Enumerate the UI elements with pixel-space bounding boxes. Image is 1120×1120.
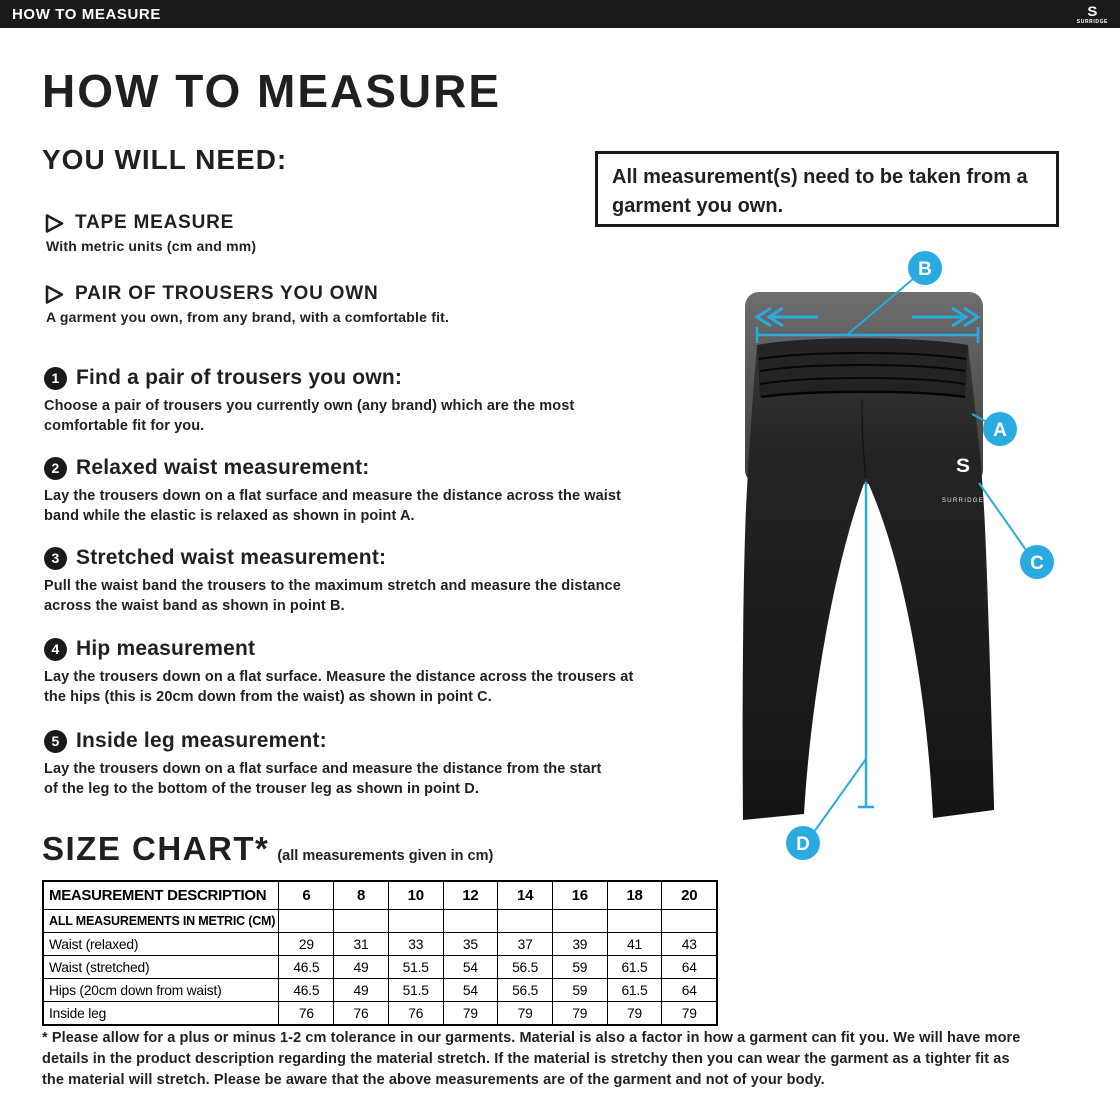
empty-cell <box>553 910 608 933</box>
step-title: Relaxed waist measurement: <box>76 456 370 479</box>
metric-label-cell: ALL MEASUREMENTS IN METRIC (CM) <box>43 910 279 933</box>
point-A-label: A <box>993 420 1007 441</box>
triangle-bullet-icon <box>44 284 65 305</box>
note-text: All measurement(s) need to be taken from a garment you own. <box>612 166 1028 217</box>
value-cell: 46.5 <box>279 956 334 979</box>
value-cell: 51.5 <box>388 979 443 1002</box>
table-header-row <box>43 881 717 910</box>
value-cell: 43 <box>662 933 717 956</box>
empty-cell <box>334 910 388 933</box>
triangle-bullet-icon <box>44 213 65 234</box>
value-cell: 39 <box>553 933 608 956</box>
table-row <box>43 1002 717 1026</box>
header-cell: 16 <box>553 881 608 910</box>
trousers-measurement-diagram <box>740 240 1070 890</box>
step-number-badge: 5 <box>44 730 67 753</box>
step-body: Lay the trousers down on a flat surface and measure the distance across the waist band while the elastic is relaxed as shown in point A. <box>44 488 621 525</box>
value-cell: 76 <box>334 1002 388 1026</box>
step-title: Stretched waist measurement: <box>76 546 387 569</box>
point-D-label: D <box>796 834 810 855</box>
header-cell: 10 <box>388 881 443 910</box>
point-B-label: B <box>918 259 932 280</box>
row-label-cell: Waist (stretched) <box>43 956 279 979</box>
step-number-badge: 1 <box>44 367 67 390</box>
header-cell: 20 <box>662 881 717 910</box>
value-cell: 59 <box>553 979 608 1002</box>
size-chart-title: SIZE CHART* <box>42 830 270 867</box>
value-cell: 59 <box>553 956 608 979</box>
need-item-title: TAPE MEASURE <box>75 212 235 233</box>
value-cell: 37 <box>498 933 553 956</box>
empty-cell <box>662 910 717 933</box>
surridge-brand-text: SURRIDGE <box>1076 19 1108 25</box>
leader-line-C <box>979 483 1026 550</box>
top-bar <box>0 0 1120 28</box>
size-chart-heading <box>42 830 493 868</box>
row-label-cell: Inside leg <box>43 1002 279 1026</box>
value-cell: 46.5 <box>279 979 334 1002</box>
value-cell: 54 <box>443 979 498 1002</box>
table-row <box>43 979 717 1002</box>
value-cell: 54 <box>443 956 498 979</box>
step-number-badge: 4 <box>44 638 67 661</box>
value-cell: 41 <box>607 933 662 956</box>
value-cell: 56.5 <box>498 979 553 1002</box>
header-cell: MEASUREMENT DESCRIPTION <box>43 881 279 910</box>
need-item-trousers <box>44 283 449 325</box>
need-item-subtitle: A garment you own, from any brand, with a comfortable fit. <box>46 309 450 325</box>
value-cell: 79 <box>662 1002 717 1026</box>
value-cell: 76 <box>388 1002 443 1026</box>
header-cell: 6 <box>279 881 334 910</box>
step-number-badge: 3 <box>44 547 67 570</box>
need-item-tape-measure <box>44 212 256 254</box>
empty-cell <box>443 910 498 933</box>
header-cell: 8 <box>334 881 388 910</box>
empty-cell <box>388 910 443 933</box>
need-item-subtitle: With metric units (cm and mm) <box>46 238 257 254</box>
value-cell: 49 <box>334 979 388 1002</box>
value-cell: 49 <box>334 956 388 979</box>
surridge-brand-text: SURRIDGE <box>941 497 985 504</box>
value-cell: 33 <box>388 933 443 956</box>
tolerance-footnote: * Please allow for a plus or minus 1-2 cm tolerance in our garments. Material is also a factor in how a garment can fit you. We will have more details in the product description regarding the material stretch. If the material is stretchy then you can wear the garment as a tighter fit as the material will stretch. Please be aware that the above measurements are of the garment and not of your body. <box>42 1030 1021 1089</box>
step-body: Lay the trousers down on a flat surface and measure the distance from the start of the leg to the bottom of the trouser leg as shown in point D. <box>44 761 602 798</box>
value-cell: 76 <box>279 1002 334 1026</box>
size-chart <box>42 880 718 1026</box>
surridge-logo <box>1077 4 1108 25</box>
step-number-badge: 2 <box>44 457 67 480</box>
header-cell: 18 <box>607 881 662 910</box>
step-5 <box>44 729 659 800</box>
leader-line-D <box>814 759 866 832</box>
step-body: Choose a pair of trousers you currently own (any brand) which are the most comfortable fit for you. <box>44 398 575 435</box>
surridge-s-icon: S <box>1087 3 1098 20</box>
top-bar-title: HOW TO MEASURE <box>12 5 161 23</box>
value-cell: 61.5 <box>607 979 662 1002</box>
value-cell: 79 <box>553 1002 608 1026</box>
value-cell: 51.5 <box>388 956 443 979</box>
surridge-s-icon: S <box>955 455 971 477</box>
step-3 <box>44 546 659 617</box>
row-label-cell: Hips (20cm down from waist) <box>43 979 279 1002</box>
value-cell: 64 <box>662 956 717 979</box>
empty-cell <box>498 910 553 933</box>
table-row <box>43 933 717 956</box>
value-cell: 79 <box>443 1002 498 1026</box>
value-cell: 35 <box>443 933 498 956</box>
table-row <box>43 956 717 979</box>
value-cell: 56.5 <box>498 956 553 979</box>
value-cell: 31 <box>334 933 388 956</box>
step-2 <box>44 456 659 527</box>
table-metric-row <box>43 910 717 933</box>
trousers-front <box>743 338 994 820</box>
step-title: Inside leg measurement: <box>76 729 327 752</box>
point-C-label: C <box>1030 553 1044 574</box>
step-title: Find a pair of trousers you own: <box>76 366 403 389</box>
measurement-note-box <box>595 151 1059 227</box>
value-cell: 29 <box>279 933 334 956</box>
value-cell: 79 <box>498 1002 553 1026</box>
step-title: Hip measurement <box>76 637 256 660</box>
empty-cell <box>279 910 334 933</box>
you-will-need-heading: YOU WILL NEED: <box>42 144 288 175</box>
page-title: HOW TO MEASURE <box>42 65 502 117</box>
step-4 <box>44 637 659 708</box>
size-chart-subtitle: (all measurements given in cm) <box>277 848 494 864</box>
need-item-title: PAIR OF TROUSERS YOU OWN <box>75 283 379 304</box>
row-label-cell: Waist (relaxed) <box>43 933 279 956</box>
step-body: Lay the trousers down on a flat surface. Measure the distance across the trousers at the hips (this is 20cm down from the waist) as shown in point C. <box>44 669 634 706</box>
value-cell: 61.5 <box>607 956 662 979</box>
empty-cell <box>607 910 662 933</box>
size-chart-table <box>42 880 718 1026</box>
value-cell: 64 <box>662 979 717 1002</box>
step-body: Pull the waist band the trousers to the maximum stretch and measure the distance across the waist band as shown in point B. <box>44 578 621 615</box>
step-1 <box>44 366 659 437</box>
header-cell: 14 <box>498 881 553 910</box>
header-cell: 12 <box>443 881 498 910</box>
value-cell: 79 <box>607 1002 662 1026</box>
